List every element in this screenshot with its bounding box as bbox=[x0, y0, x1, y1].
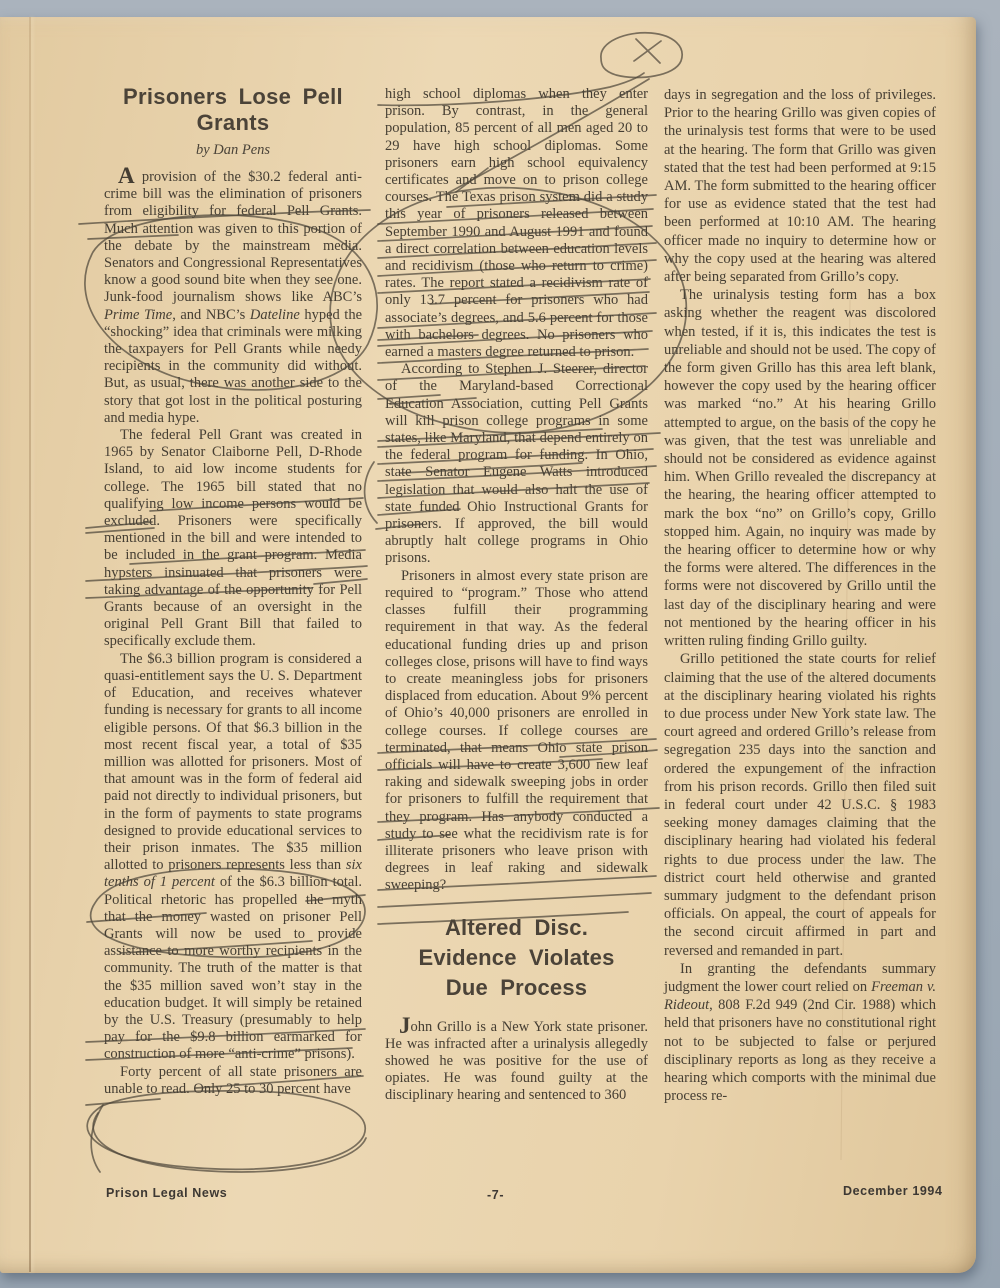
paragraph: According to Stephen J. Steerer, director of the Maryland-based Correctional Education Association, cutting Pell Grants will kill prison college programs in some states, like Maryland, that depend entirely on the federal program for funding. In Ohio, state Senator Eugene Watts introduced legislation that would also halt the use of state funded Ohio Instructional Grants for prisoners. If approved, the bill would abruptly halt college programs in Ohio prisons. bbox=[385, 361, 648, 567]
text-run: , 808 F.2d 949 (2nd Cir. 1988) which held that prisoners have no constitutional right not to be subjected to false or perjured disciplinary reports as long as they receive a hearing which comports with the minimal due process re- bbox=[664, 997, 936, 1105]
paragraph: days in segregation and the loss of privileges. Prior to the hearing Grillo was given copies of the urinalysis test forms that were to be used at the hearing. The form that Grillo was given stated that the test had been performed at 9:15 AM. The form submitted to the hearing officer for use as evidence stated that the test had been performed at 10:10 AM. The hearing officer made no inquiry to determine how or why the copy used at the hearing was altered after being separated from Grillo’s copy. bbox=[664, 87, 936, 286]
paragraph: The federal Pell Grant was created in 1965 by Senator Claiborne Pell, D-Rhode Island, to aid low income students for college. The 1965 bill stated that no qualifying low income persons would be excluded. Prisoners were specifically mentioned in the bill and were intended to be included in the grant program. Media hypsters insinuated that prisoners were taking advantage of the opportunity for Pell Grants because of an oversight in the original Pell Grant Bill that failed to specifically exclude them. bbox=[104, 427, 362, 650]
paragraph: Forty percent of all state prisoners are unable to read. Only 25 to 30 percent have bbox=[104, 1063, 362, 1097]
footer-publication: Prison Legal News bbox=[106, 1186, 228, 1200]
paragraph: Grillo petitioned the state courts for relief claiming that the use of the altered documents at the disciplinary hearing violated his rights to due process under New York state law. The court agreed and ordered Grillo’s release from segregation 235 days into the sanction and ordered the expungement of the infraction from his prison records. Grillo then filed suit in federal court under 42 U.S.C. § 1983 seeking money damages claiming that the disciplinary hearing had violated his federal rights to due process under the law. The district court held otherwise and granted summary judgment to the defendant prison officials. On appeal, the court of appeals for the second circuit affirmed in part and reversed and remanded in part. bbox=[664, 651, 936, 959]
drop-cap: J bbox=[399, 1012, 411, 1038]
text-run: hyped the “shocking” idea that criminals were milking the taxpayers for Pell Grants while needy recipients in the community did without. But, as usual, there was another side to the story that got lost in the political posturing and media hype. bbox=[104, 306, 363, 426]
title-line: Evidence Violates bbox=[418, 944, 615, 970]
italic-run: six tenths of 1 percent bbox=[104, 857, 362, 891]
article-title-grillo bbox=[385, 913, 648, 1003]
paragraph bbox=[104, 651, 362, 1064]
title-line: Grants bbox=[196, 110, 270, 135]
article-title-pell bbox=[104, 84, 362, 136]
footer-page-number: -7- bbox=[487, 1188, 505, 1202]
title-line: Altered Disc. bbox=[444, 914, 589, 940]
byline: by Dan Pens bbox=[195, 142, 271, 158]
paragraph: The urinalysis testing form has a box asking whether the reagent was discolored when tested, if it is, this indicates the test is unreliable and should not be used. The copy of the form given Grillo has this area left blank, however the copy used by the hearing officer was marked “no.” At his hearing Grillo attempted to argue, on the basis of the copy he was given, that the test was unreliable and should not be considered as evidence against him. When Grillo revealed the discrepancy at the hearing, the hearing officer attempted to mark the box “no” on Grillo’s copy, Grillo stopped him. Again, no inquiry was made by the hearing officer to determine how or why the forms were altered. The differences in the forms were not discovered by Grillo until the last day of the disciplinary hearing and were not mentioned by the hearing officer in his written ruling finding Grillo guilty. bbox=[664, 287, 936, 650]
paragraph: Prisoners in almost every state prison are required to “program.” Those who attend classes fulfill their programming requirement in that way. As the federal educational funding dries up and prison colleges close, prisons will have to find ways to create meaningless jobs for prisoners displaced from education. About 9% percent of Ohio’s 40,000 prisoners are enrolled in college courses. If college courses are terminated, that means Ohio state prison officials will have to create 3,600 new leaf raking and sidewalk sweeping jobs in order for prisoners to fulfill the requirement that they program. Has anybody conducted a study to see what the recidivism rate is for illiterate prisoners who leave prison with degrees in leaf raking and sidewalk sweeping? bbox=[385, 567, 648, 894]
text-run: In granting the defendants summary judgment the lower court relied on bbox=[664, 960, 936, 995]
paragraph bbox=[664, 960, 936, 1106]
italic-run: Freeman v. Rideout bbox=[664, 978, 936, 1014]
title-line: Prisoners Lose Pell bbox=[123, 84, 343, 109]
text-run: of the $6.3 billion total. Political rhetoric has propelled the myth that the money wasted on prisoner Pell Grants will now be used to provide assistance to more worthy recipients in the community. The truth of the matter is that the $35 million saved won’t stay in the education budget. It will simply be retained by the U.S. Treasury (presumably to help pay for the $9.8 billion earmarked for construction of more “anti-crime” prisons). bbox=[104, 874, 362, 1063]
paragraph bbox=[385, 1012, 648, 1105]
page-crease bbox=[29, 17, 31, 1272]
text-run: ohn Grillo is a New York state prisoner. He was infracted after a urinalysis allegedly showed he was positive for the use of opiates. He was found guilty at the disciplinary hearing and sentenced to 360 bbox=[385, 1018, 648, 1104]
italic-run: Dateline bbox=[249, 306, 300, 323]
text-run: , and NBC’s bbox=[172, 306, 250, 323]
text-run: The $6.3 billion program is considered a quasi-entitlement says the U. S. Department of Education, and receives whatever funding is necessary for grants to all income eligible persons. Of that $6.3 billion in the most recent fiscal year, a total of $35 million was allotted for prisoners. Most of that amount was in the form of federal aid paid not directly to individual prisoners, but in the form of payments to state programs designed to provide educational services to their prison inmates. The $35 million allotted to prisoners represents less than bbox=[104, 650, 362, 874]
drop-cap: A bbox=[118, 163, 135, 188]
column-right bbox=[664, 86, 936, 1105]
footer-date: December 1994 bbox=[843, 1184, 943, 1198]
paragraph: high school diplomas when they enter prison. By contrast, in the general population, 85 percent of all men aged 20 to 29 have high school diplomas. Some prisoners earn high school equivalency certificates and move on to prison college courses. The Texas prison system did a study this year of prisoners released between September 1990 and August 1991 and found a direct correlation between education levels and recidivism (those who return to crime) rates. The report stated a recidivism rate of only 13.7 percent for prisoners who had associate’s degrees, and 5.6 percent for those with bachelors degrees. No prisoners who earned a masters degree returned to prison. bbox=[385, 86, 648, 361]
title-line: Due Process bbox=[445, 974, 588, 1000]
paragraph bbox=[104, 163, 363, 427]
column-middle bbox=[385, 86, 648, 1105]
column-left bbox=[104, 84, 362, 1098]
text-run: provision of the $30.2 federal anti-crime bill was the elimination of prisoners from eligibility for federal Pell Grants. Much attention was given to this portion of the debate by the mainstream media. Senators and Congressional Representatives know a good sound bite when they see one. Junk-food journalism shows like ABC’s bbox=[104, 169, 362, 306]
italic-run: Prime Time bbox=[104, 306, 173, 323]
